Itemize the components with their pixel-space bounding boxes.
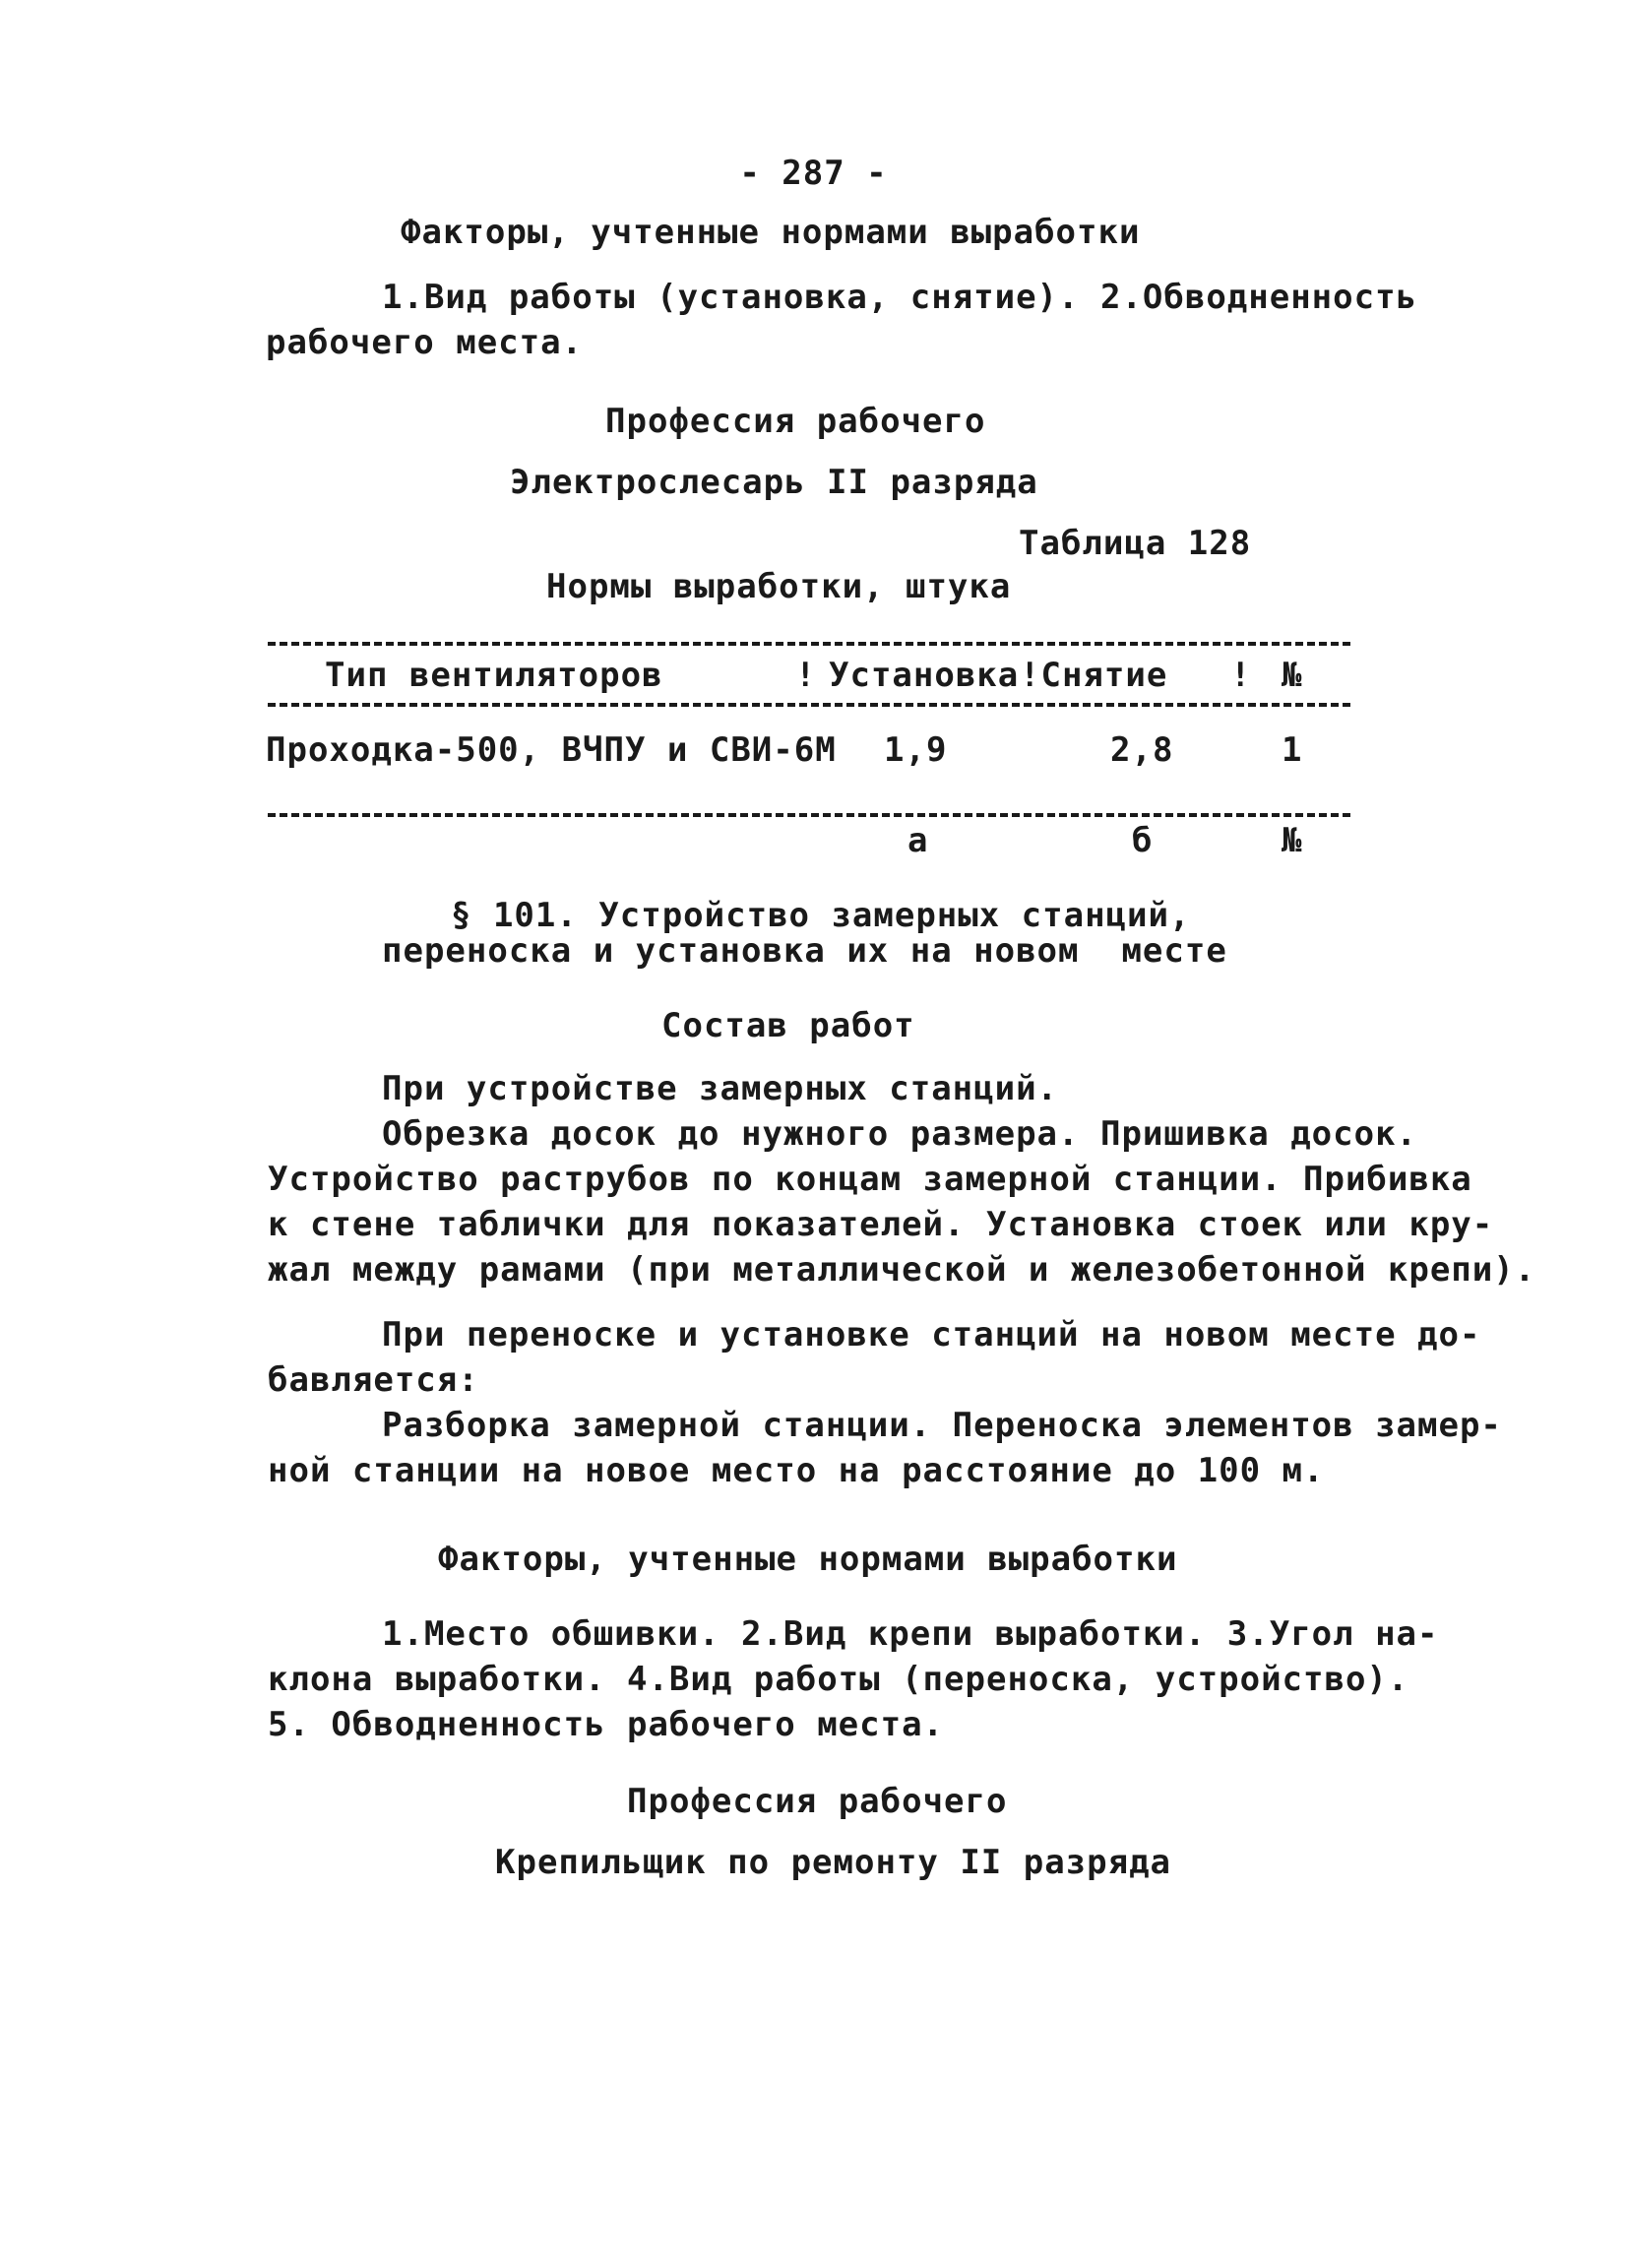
factors-text-1-line-1: 1.Вид работы (установка, снятие). 2.Обводненность xyxy=(382,278,1418,317)
composition-p2-line-2: Устройство раструбов по концам замерной станции. Прибивка xyxy=(268,1160,1472,1199)
section-title-line-2: переноска и установка их на новом месте xyxy=(382,931,1227,971)
footer-number: № xyxy=(1282,821,1303,860)
factors-text-1-line-2: рабочего места. xyxy=(266,323,584,362)
composition-p2-line-4: жал между рамами (при металлической и железобетонной крепи). xyxy=(268,1250,1536,1290)
header-number: № xyxy=(1282,656,1303,695)
composition-p3-line-1: При переноске и установке станций на новом месте до- xyxy=(382,1315,1481,1354)
footer-a: а xyxy=(907,821,929,860)
header-installation: Установка xyxy=(829,656,1020,695)
header-fan-type: Тип вентиляторов xyxy=(325,656,663,695)
table-rule-top xyxy=(268,642,1350,646)
header-separator-1: ! xyxy=(795,656,817,695)
composition-p2-line-3: к стене таблички для показателей. Установка стоек или кру- xyxy=(268,1205,1494,1244)
composition-p4-line-1: Разборка замерной станции. Переноска элементов замер- xyxy=(382,1406,1502,1445)
row-number: 1 xyxy=(1282,730,1303,770)
table-caption: Нормы выработки, штука xyxy=(546,567,1012,606)
composition-heading: Состав работ xyxy=(661,1006,915,1045)
profession-label-2: Профессия рабочего xyxy=(627,1782,1008,1821)
row-removal-value: 2,8 xyxy=(1110,730,1174,770)
factors-text-2-line-2: клона выработки. 4.Вид работы (переноска, устройство). xyxy=(268,1660,1409,1699)
factors-heading-1: Факторы, учтенные нормами выработки xyxy=(401,213,1141,252)
header-separator-3: ! xyxy=(1230,656,1252,695)
footer-b: б xyxy=(1132,821,1154,860)
row-fan-type: Проходка-500, ВЧПУ и СВИ-6М xyxy=(266,730,837,770)
factors-heading-2: Факторы, учтенные нормами выработки xyxy=(438,1540,1178,1579)
header-removal: !Снятие xyxy=(1020,656,1168,695)
row-installation-value: 1,9 xyxy=(884,730,948,770)
composition-p1: При устройстве замерных станций. xyxy=(382,1069,1059,1108)
table-rule-header xyxy=(268,703,1350,707)
profession-title-2: Крепильщик по ремонту II разряда xyxy=(495,1843,1172,1882)
factors-text-2-line-1: 1.Место обшивки. 2.Вид крепи выработки. 3.Угол на- xyxy=(382,1614,1439,1654)
composition-p4-line-2: ной станции на новое место на расстояние до 100 м. xyxy=(268,1451,1325,1490)
composition-p2-line-1: Обрезка досок до нужного размера. Пришивка досок. xyxy=(382,1114,1418,1154)
profession-label-1: Профессия рабочего xyxy=(605,402,986,441)
factors-text-2-line-3: 5. Обводненность рабочего места. xyxy=(268,1705,945,1744)
section-title-line-1: § 101. Устройство замерных станций, xyxy=(451,896,1191,935)
table-rule-bottom xyxy=(268,813,1350,817)
composition-p3-line-2: бавляется: xyxy=(268,1360,479,1400)
table-number: Таблица 128 xyxy=(1019,524,1252,563)
profession-title-1: Электрослесарь II разряда xyxy=(510,463,1038,502)
page-number: - 287 - xyxy=(739,154,888,193)
